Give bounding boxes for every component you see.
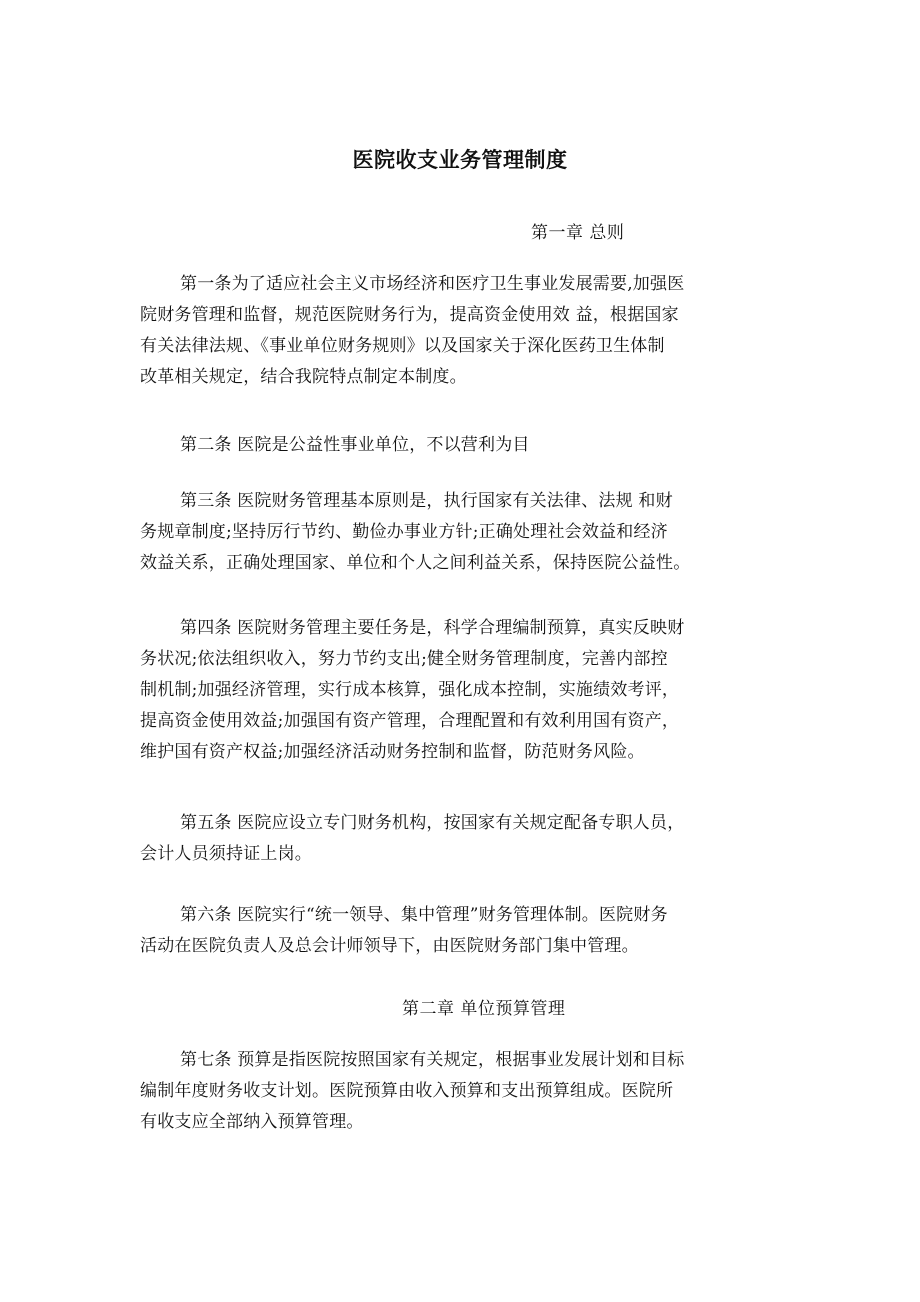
paragraph-line: 院财务管理和监督，规范医院财务行为，提高资金使用效 益，根据国家 [140, 305, 679, 325]
paragraph-line: 第六条 医院实行“统一领导、集中管理”财务管理体制。医院财务 [180, 905, 668, 925]
chapter-heading: 第一章 总则 [531, 223, 625, 243]
paragraph-line: 维护国有资产权益;加强经济活动财务控制和监督，防范财务风险。 [140, 742, 645, 762]
paragraph-line: 制机制;加强经济管理，实行成本核算，强化成本控制，实施绩效考评， [140, 680, 680, 700]
paragraph-line: 活动在医院负责人及总会计师领导下，由医院财务部门集中管理。 [140, 936, 639, 956]
article-paragraph [140, 269, 830, 393]
paragraph-line: 第三条 医院财务管理基本原则是，执行国家有关法律、法规 和财 [180, 491, 673, 511]
paragraph-line: 第五条 医院应设立专门财务机构，按国家有关规定配备专职人员， [180, 813, 685, 833]
paragraph-line: 会计人员须持证上岗。 [140, 844, 312, 864]
document-title: 医院收支业务管理制度 [352, 147, 568, 172]
paragraph-line: 有收支应全部纳入预算管理。 [140, 1112, 364, 1132]
paragraph-line: 第二条 医院是公益性事业单位，不以营利为目 [180, 435, 530, 455]
paragraph-line: 有关法律法规、《事业单位财务规则》以及国家关于深化医药卫生体制 [140, 336, 665, 356]
article-paragraph [140, 430, 830, 461]
article-paragraph [140, 486, 830, 579]
paragraph-line: 第一条为了适应社会主义市场经济和医疗卫生事业发展需要,加强医 [180, 274, 685, 294]
paragraph-line: 第四条 医院财务管理主要任务是，科学合理编制预算，真实反映财 [180, 618, 685, 638]
paragraph-line: 务状况;依法组织收入，努力节约支出;健全财务管理制度，完善内部控 [140, 649, 668, 669]
article-paragraph [140, 900, 830, 962]
paragraph-line: 第七条 预算是指医院按照国家有关规定，根据事业发展计划和目标 [180, 1050, 685, 1070]
article-paragraph [140, 1045, 830, 1138]
paragraph-line: 改革相关规定，结合我院特点制定本制度。 [140, 367, 467, 387]
chapter-heading: 第二章 单位预算管理 [402, 999, 566, 1019]
paragraph-line: 编制年度财务收支计划。医院预算由收入预算和支出预算组成。医院所 [140, 1081, 674, 1101]
paragraph-line: 效益关系，正确处理国家、单位和个人之间利益关系，保持医院公益性。 [140, 553, 691, 573]
paragraph-line: 务规章制度;坚持厉行节约、勤俭办事业方针;正确处理社会效益和经济 [140, 522, 668, 542]
paragraph-line: 提高资金使用效益;加强国有资产管理，合理配置和有效利用国有资产， [140, 711, 680, 731]
article-paragraph [140, 808, 830, 870]
article-paragraph [140, 613, 830, 768]
